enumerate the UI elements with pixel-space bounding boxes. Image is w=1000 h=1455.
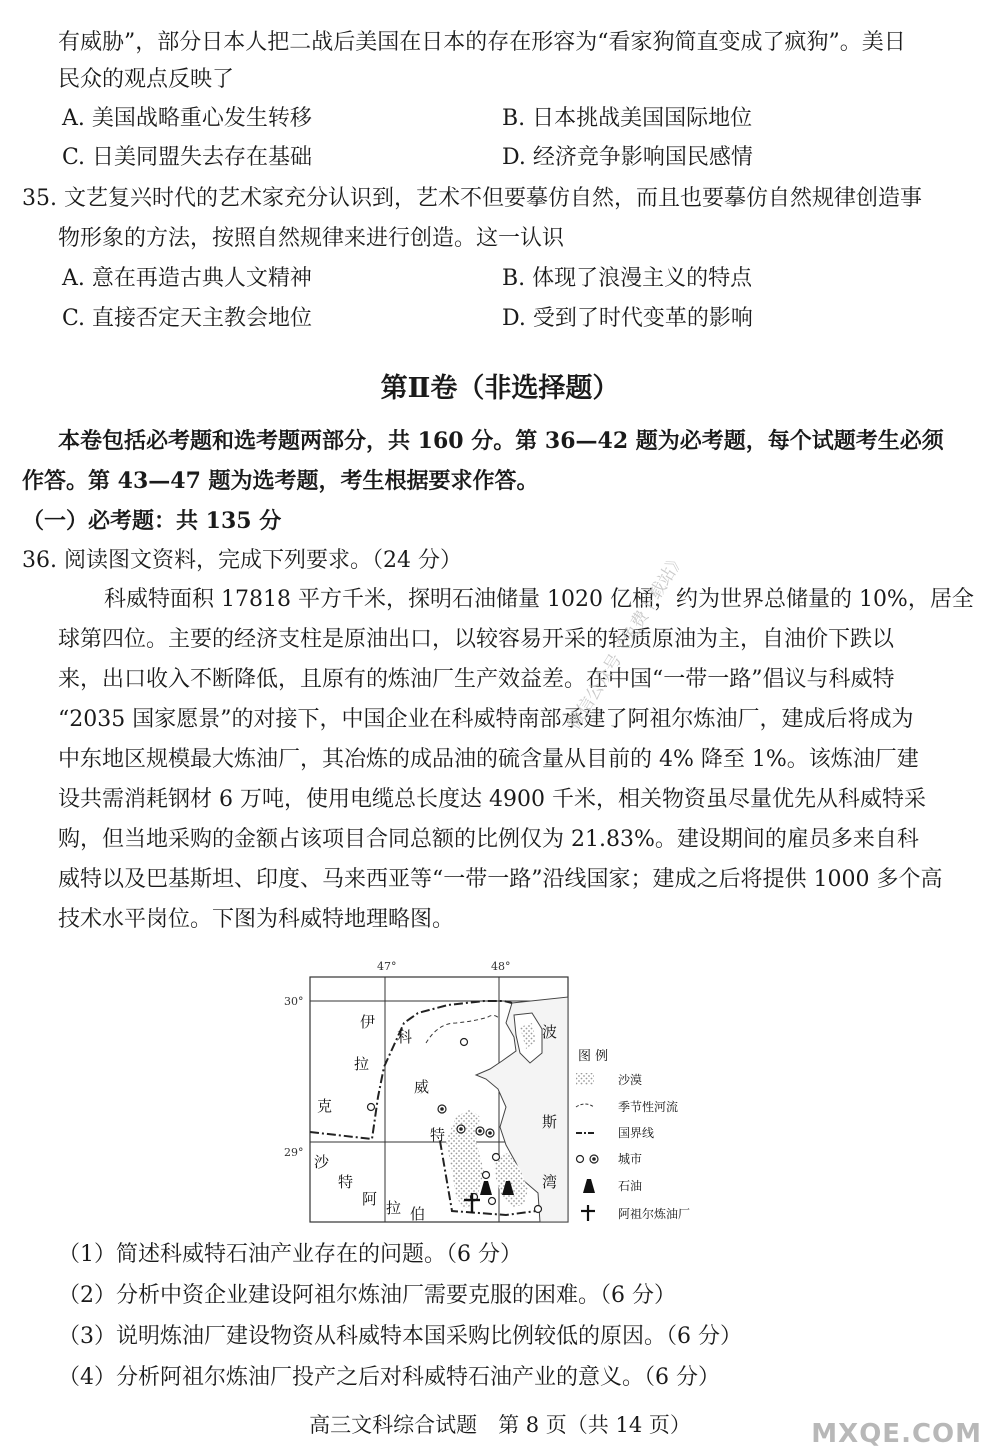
place-saudi-char: 阿	[362, 1190, 378, 1208]
kuwait-map	[280, 957, 730, 1235]
place-gulf-char: 波	[542, 1023, 558, 1041]
oil-icon	[480, 1181, 492, 1195]
place-gulf-char: 湾	[542, 1173, 558, 1191]
q36-passage-line: 来，出口收入不断降低，且原有的炼油厂生产效益差。在中国“一带一路”倡议与科威特	[58, 667, 895, 692]
q36-subquestion-3: （3）说明炼油厂建设物资从科威特本国采购比例较低的原因。（6 分）	[58, 1324, 742, 1349]
place-iraq-char: 伊	[360, 1013, 376, 1031]
q34-stem-line2: 民众的观点反映了	[58, 67, 235, 92]
q36-subquestion-4: （4）分析阿祖尔炼油厂投产之后对科威特石油产业的意义。（6 分）	[58, 1365, 720, 1390]
q36-passage-line: 设共需消耗钢材 6 万吨，使用电缆总长度达 4900 千米，相关物资虽尽量优先从科威特采	[58, 787, 926, 812]
legend-oil-swatch	[583, 1179, 595, 1193]
city-major-dot	[478, 1129, 482, 1133]
place-saudi-char: 拉	[386, 1199, 402, 1217]
q34-option-c: C. 日美同盟失去存在基础	[62, 145, 313, 170]
q35-stem-line2: 物形象的方法，按照自然规律来进行创造。这一认识	[58, 226, 565, 251]
city	[493, 1154, 500, 1161]
intro-line2: 作答。第 43—47 题为选考题，考生根据要求作答。	[22, 468, 539, 494]
q34-option-b: B. 日本挑战美国国际地位	[502, 106, 753, 131]
legend-refinery: 阿祖尔炼油厂	[618, 1207, 691, 1221]
border-iraq-kuwait	[310, 1001, 512, 1139]
q34-option-d: D. 经济竞争影响国民感情	[502, 145, 753, 170]
page-footer: 高三文科综合试题 第 8 页（共 14 页）	[309, 1413, 691, 1437]
place-iraq-char: 拉	[354, 1055, 370, 1073]
legend-major-city-dot	[592, 1157, 596, 1161]
city-major-dot	[440, 1107, 444, 1111]
part1-heading: （一）必考题：共 135 分	[22, 508, 282, 534]
q35-option-a: A. 意在再造古典人文精神	[62, 266, 312, 291]
q35-option-d: D. 受到了时代变革的影响	[502, 306, 753, 331]
city	[483, 1172, 490, 1179]
q36-passage-line: 球第四位。主要的经济支柱是原油出口，以较容易开采的轻质原油为主，自油价下跌以	[58, 627, 895, 652]
q36-passage-line: 购，但当地采购的金额占该项目合同总额的比例仅为 21.83%。建设期间的雇员多来自科	[58, 827, 919, 852]
q36-passage-line: 中东地区规模最大炼油厂，其冶炼的成品油的硫含量从目前的 4% 降至 1%。该炼油厂建	[58, 747, 919, 772]
q34-stem-line1: 有威胁”，部分日本人把二战后美国在日本的存在形容为“看家狗简直变成了疯狗”。美日	[58, 30, 906, 55]
intro-line1: 本卷包括必考题和选考题两部分，共 160 分。第 36—42 题为必考题，每个试题考生必须	[58, 428, 944, 454]
legend-city-swatch	[577, 1156, 584, 1163]
desert-area	[446, 1109, 484, 1209]
place-kuwait-char: 特	[430, 1126, 446, 1144]
lat-label-30: 30°	[284, 995, 304, 1008]
legend-oil: 石油	[618, 1179, 643, 1193]
map-legend	[576, 1049, 690, 1221]
legend-river-swatch	[576, 1104, 594, 1107]
legend-river: 季节性河流	[618, 1100, 679, 1114]
lat-label-29: 29°	[284, 1146, 304, 1159]
legend-city: 城市	[618, 1152, 643, 1166]
q35-option-b: B. 体现了浪漫主义的特点	[502, 266, 753, 291]
city	[461, 1039, 468, 1046]
legend-desert: 沙漠	[618, 1073, 643, 1087]
place-kuwait-char: 威	[414, 1078, 430, 1096]
q36-stem: 36. 阅读图文资料，完成下列要求。（24 分）	[22, 548, 462, 573]
watermark-text: 微信公众号《免费下载站》	[564, 549, 690, 734]
lon-label-48: 48°	[491, 960, 511, 973]
city	[368, 1104, 375, 1111]
q36-passage-line: “2035 国家愿景”的对接下，中国企业在科威特南部承建了阿祖尔炼油厂，建成后将成为	[58, 707, 914, 732]
city	[535, 1206, 542, 1213]
city-major-dot	[488, 1131, 492, 1135]
place-saudi-char: 特	[338, 1173, 354, 1191]
q36-passage-line: 威特以及巴基斯坦、印度、马来西亚等“一带一路”沿线国家；建成之后将提供 1000 多个高	[58, 867, 943, 892]
q36-subquestion-1: （1）简述科威特石油产业存在的问题。（6 分）	[58, 1242, 522, 1267]
q36-subquestion-2: （2）分析中资企业建设阿祖尔炼油厂需要克服的困难。（6 分）	[58, 1283, 676, 1308]
legend-desert-swatch	[576, 1073, 594, 1085]
site-watermark-logo: MXQE.COM	[811, 1419, 982, 1449]
q36-passage-line: 技术水平岗位。下图为科威特地理略图。	[58, 907, 455, 932]
place-iraq-char: 克	[317, 1097, 333, 1115]
q35-option-c: C. 直接否定天主教会地位	[62, 306, 313, 331]
q35-stem-line1: 35. 文艺复兴时代的艺术家充分认识到，艺术不但要摹仿自然，而且也要摹仿自然规律创造事	[22, 186, 922, 211]
place-saudi-char: 沙	[314, 1153, 330, 1171]
section-title: 第Ⅱ卷（非选择题）	[380, 373, 620, 404]
q34-option-a: A. 美国战略重心发生转移	[62, 106, 312, 131]
city	[489, 1198, 496, 1205]
q36-passage-line: 科威特面积 17818 平方千米，探明石油储量 1020 亿桶，约为世界总储量的 10%，居全	[104, 587, 974, 612]
place-gulf-char: 斯	[542, 1113, 558, 1131]
city-major-dot	[459, 1127, 463, 1131]
place-kuwait-char: 科	[397, 1028, 413, 1046]
place-saudi-char: 伯	[410, 1205, 426, 1223]
legend-border: 国界线	[618, 1126, 655, 1140]
lon-label-47: 47°	[377, 960, 397, 973]
legend-title: 图 例	[578, 1049, 609, 1064]
